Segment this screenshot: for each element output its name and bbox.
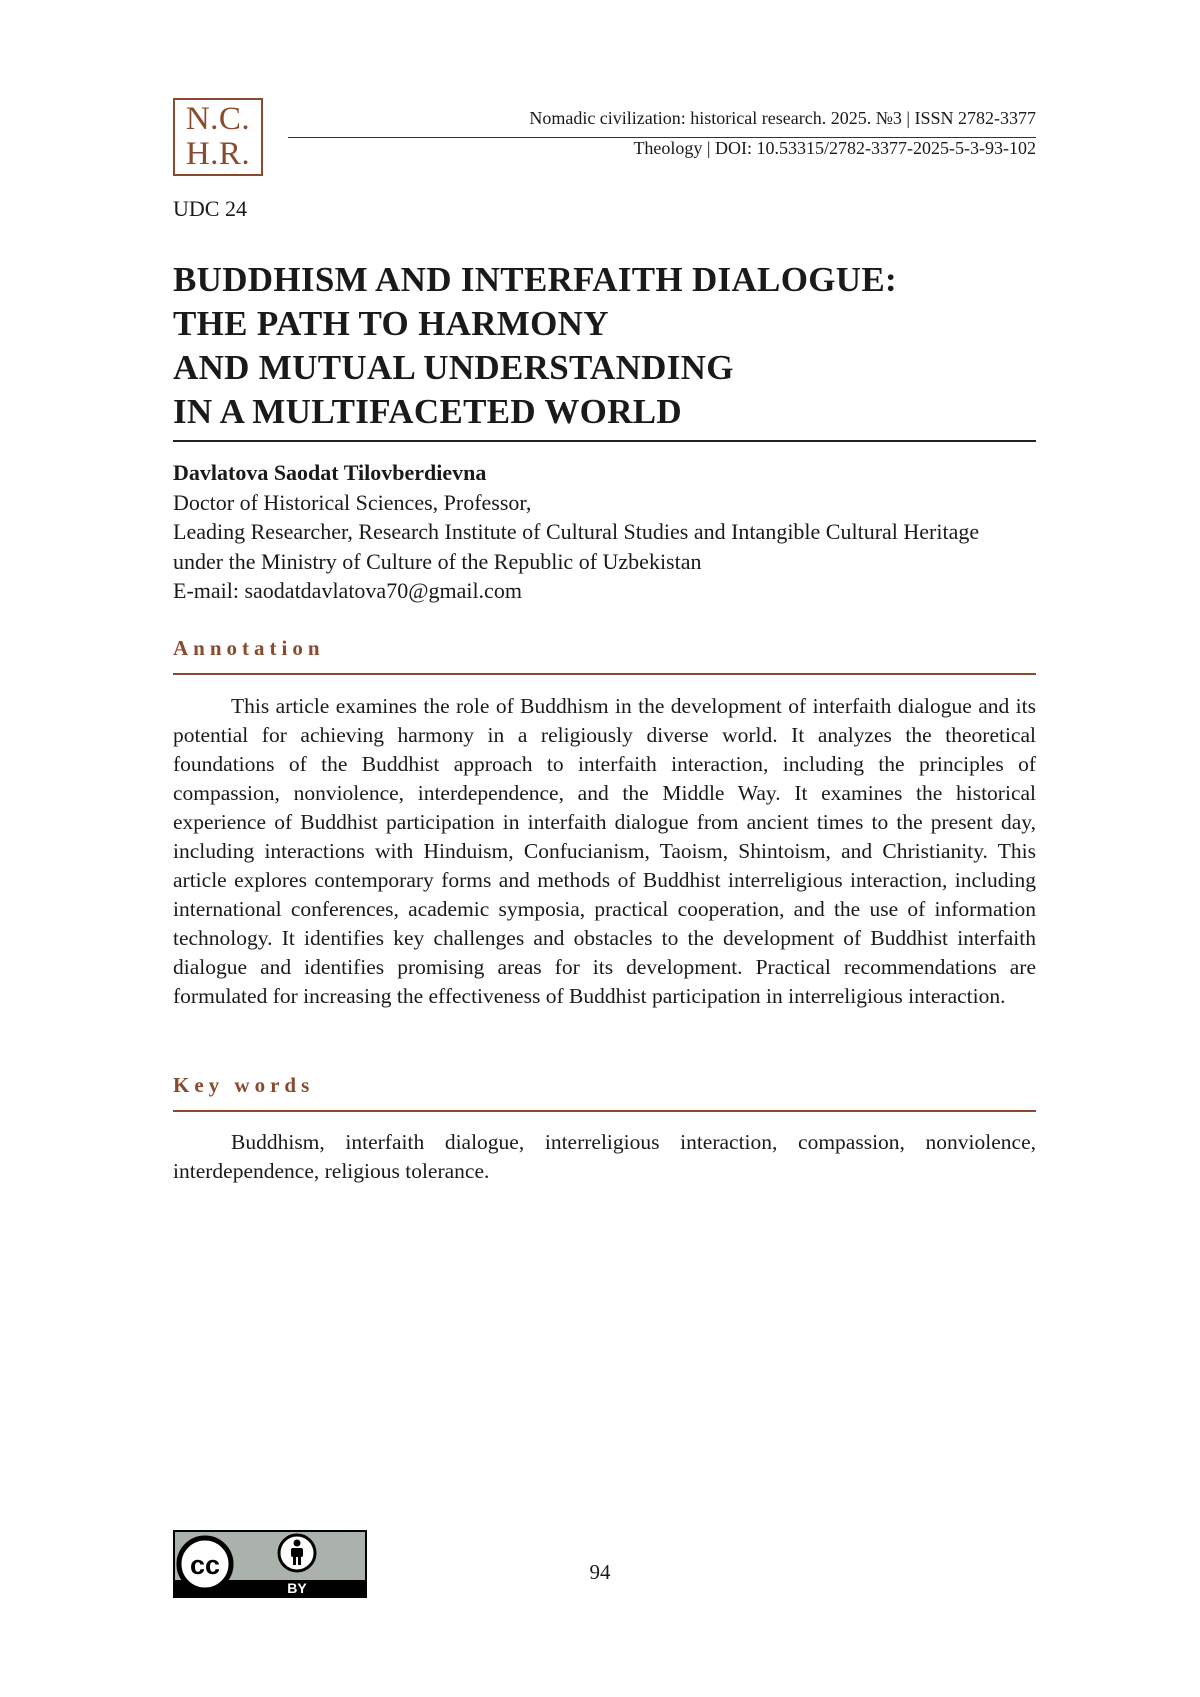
- logo-line-2: H.R.: [185, 136, 251, 172]
- doi-info: Theology | DOI: 10.53315/2782-3377-2025-5-3-93-102: [633, 138, 1036, 158]
- title-line-2: THE PATH TO HARMONY: [173, 304, 609, 343]
- author-name: Davlatova Saodat Tilovberdievna: [173, 460, 487, 485]
- logo-line-1: N.C.: [185, 101, 251, 137]
- title-divider: [173, 440, 1036, 442]
- annotation-text: This article examines the role of Buddhism in the development of interfaith dialogue and its potential for achieving harmony in a religiously diverse world. It analyzes the theoretical foundations of the Buddhist approach to interfaith interaction, including the principles of compassion, nonviolence, interdependence, and the Middle Way. It examines the historical experience of Buddhist participation in interfaith dialogue from ancient times to the present day, including interactions with Hinduism, Confucianism, Taoism, Shintoism, and Christianity. This article explores contemporary forms and methods of Buddhist interreligious interaction, including international conferences, academic symposia, practical cooperation, and the use of information technology. It identifies key challenges and obstacles to the development of Buddhist interfaith dialogue and identifies promising areas for its development. Practical recommendations are formulated for increasing the effectiveness of Buddhist participation in interreligious interaction.: [173, 694, 1036, 1008]
- annotation-divider: [173, 673, 1036, 675]
- title-line-3: AND MUTUAL UNDERSTANDING: [173, 348, 734, 387]
- page-number: 94: [589, 1560, 611, 1584]
- cc-text: cc: [189, 1550, 221, 1580]
- author-email[interactable]: E-mail: saodatdavlatova70@gmail.com: [173, 578, 522, 603]
- keywords-divider: [173, 1110, 1036, 1112]
- author-degree: Doctor of Historical Sciences, Professor,: [173, 489, 532, 515]
- by-text: BY: [287, 1580, 307, 1596]
- cc-by-license-badge[interactable]: [173, 1530, 367, 1598]
- keywords-heading: Key words: [173, 1073, 315, 1097]
- journal-info: Nomadic civilization: historical research. 2025. №3 | ISSN 2782-3377: [529, 108, 1036, 128]
- keywords-text: Buddhism, interfaith dialogue, interreligious interaction, compassion, nonviolence, interdependence, religious tolerance.: [173, 1130, 1036, 1183]
- annotation-heading: Annotation: [173, 636, 325, 660]
- title-line-1: BUDDHISM AND INTERFAITH DIALOGUE:: [173, 260, 897, 299]
- article-title: [173, 258, 1043, 434]
- author-block: [173, 458, 1043, 606]
- author-affiliation-2: under the Ministry of Culture of the Republic of Uzbekistan: [173, 548, 702, 574]
- attribution-icon: [279, 1535, 315, 1571]
- creative-commons-icon: [179, 1538, 231, 1590]
- journal-logo: [173, 98, 263, 176]
- author-affiliation-1: Leading Researcher, Research Institute of Cultural Studies and Intangible Cultural Heritage: [173, 519, 980, 544]
- udc-code: UDC 24: [173, 196, 247, 221]
- title-line-4: IN A MULTIFACETED WORLD: [173, 392, 682, 431]
